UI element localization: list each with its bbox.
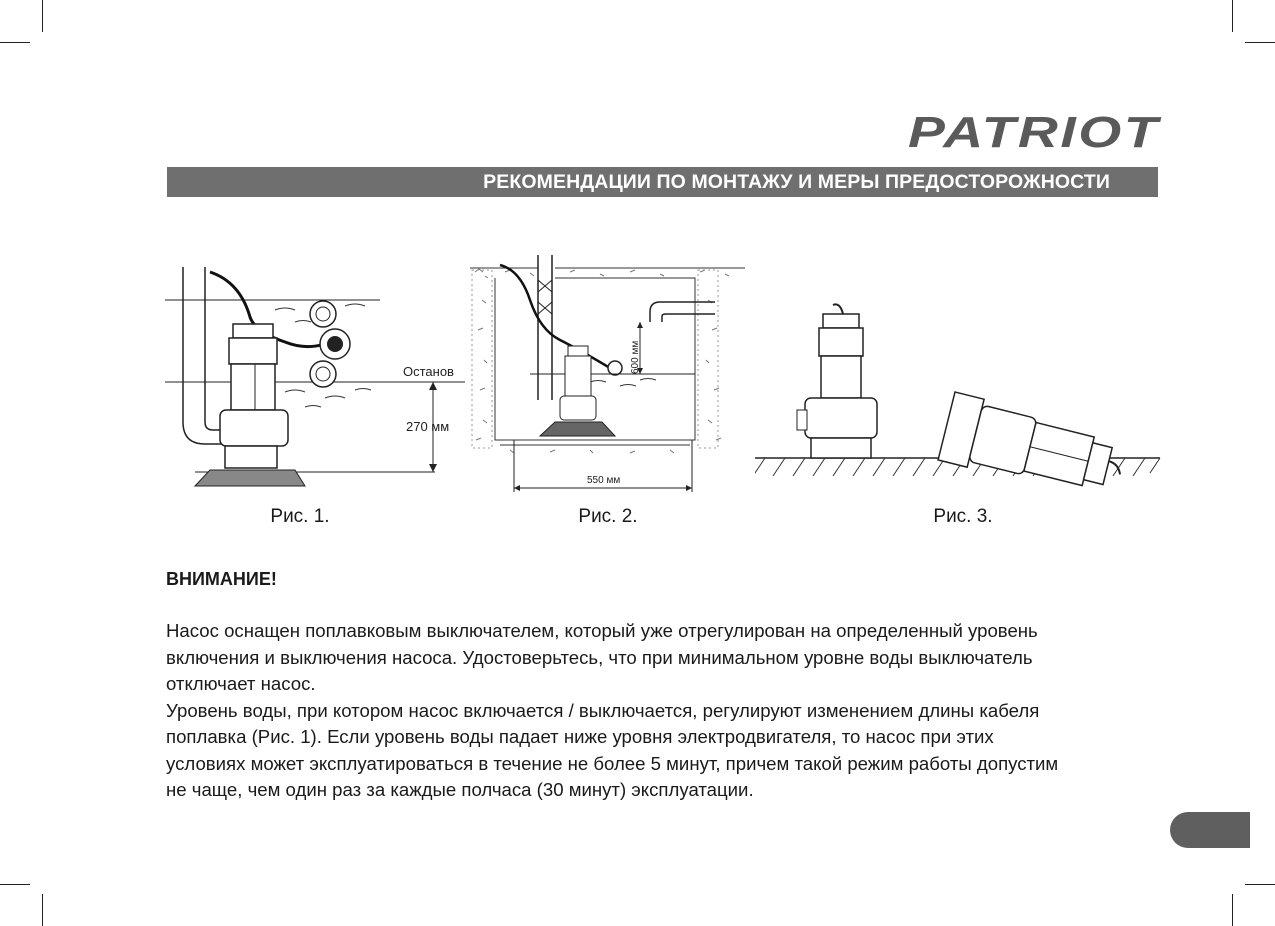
text-line: условиях может эксплуатироваться в течение не более 5 минут, причем такой режим работы допустим <box>166 752 1059 774</box>
figure-1 <box>165 262 465 494</box>
text-line: отключает насос. <box>166 673 316 694</box>
height-600-label: 600 мм <box>630 340 641 374</box>
crop-mark <box>42 0 43 32</box>
text-line: включения и выключения насоса. Удостоверьтесь, что при минимальном уровне воды выключатель <box>166 646 1033 668</box>
patriot-logo <box>905 108 1165 154</box>
figure-3-caption: Рис. 3. <box>933 506 993 527</box>
body-text <box>166 618 1166 804</box>
text-line: Насос оснащен поплавковым выключателем, который уже отрегулирован на определенный уровень <box>166 620 1038 641</box>
figure-3 <box>755 300 1165 490</box>
text-line: Уровень воды, при котором насос включается / выключается, регулируют изменением длины кабеля <box>166 699 1040 721</box>
figure-2-caption: Рис. 2. <box>578 506 638 527</box>
crop-mark <box>1245 42 1275 43</box>
figure-2 <box>470 250 745 495</box>
height-270-label: 270 мм <box>406 419 450 434</box>
text-line: поплавка (Рис. 1). Если уровень воды падает ниже уровня электродвигателя, то насос при этих <box>166 726 994 747</box>
crop-mark <box>0 884 30 885</box>
stop-label: Останов <box>403 364 454 379</box>
figure-1-caption: Рис. 1. <box>270 506 330 527</box>
crop-mark <box>0 42 30 43</box>
crop-mark <box>1232 0 1233 32</box>
crop-mark <box>1232 894 1233 926</box>
crop-mark <box>1245 884 1275 885</box>
text-line: не чаще, чем один раз за каждые полчаса (30 минут) эксплуатации. <box>166 779 754 800</box>
warning-title: ВНИМАНИЕ! <box>166 569 277 589</box>
page-tab <box>1170 812 1250 848</box>
width-550-label: 550 мм <box>587 475 621 486</box>
section-header: РЕКОМЕНДАЦИИ ПО МОНТАЖУ И МЕРЫ ПРЕДОСТОРОЖНОСТИ <box>167 167 1158 197</box>
crop-mark <box>42 894 43 926</box>
logo-text: PATRIOT <box>908 108 1162 154</box>
